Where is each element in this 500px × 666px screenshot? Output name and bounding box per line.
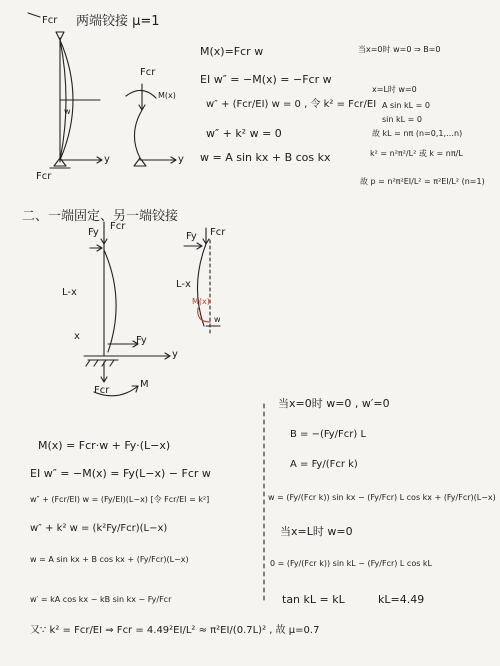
s2-fcr-right: Fcr: [210, 227, 226, 238]
s2-r2: B = −(Fy/Fcr) L: [290, 429, 367, 440]
s2-fy-top: Fy: [88, 227, 99, 238]
s1-r5: 故 kL = nπ (n=0,1,…n): [372, 129, 463, 138]
s1-eq3: w″ + (Fcr/EI) w = 0 , 令 k² = Fcr/EI: [206, 99, 377, 110]
s1-force-bottom-label: Fcr: [36, 171, 52, 182]
s2-eq5: w = A sin kx + B cos kx + (Fy/Fcr)(L−x): [30, 555, 189, 564]
fixed-support-hatch: [86, 360, 118, 366]
s1-moment-label: M(x): [158, 91, 176, 100]
s2-r8: kL=4.49: [378, 593, 425, 606]
s2-fcr-bottom: Fcr: [94, 385, 110, 396]
s2-fcr-top: Fcr: [110, 221, 126, 232]
s2-x-label: x: [74, 331, 80, 342]
s1-force-top-label: Fcr: [42, 15, 58, 26]
s2-lx-label-2: L-x: [176, 279, 191, 290]
s2-m-label: M: [140, 379, 149, 390]
s1-eq5: w = A sin kx + B cos kx: [200, 151, 331, 164]
s2-eq1: M(x) = Fcr·w + Fy·(L−x): [38, 439, 171, 452]
s1-r2: x=L时 w=0: [372, 85, 417, 94]
s2-title: 二、一端固定、另一端铰接: [22, 209, 179, 224]
s1-r1: 当x=0时 w=0 ⇒ B=0: [358, 45, 441, 54]
s2-r1: 当x=0时 w=0 , w′=0: [278, 397, 390, 410]
s2-eq3: w″ + (Fcr/EI) w = (Fy/EI)(L−x) [令 Fcr/EI = k²]: [30, 495, 210, 504]
s2-eq2: EI w″ = −M(x) = Fy(L−x) − Fcr w: [30, 467, 211, 480]
s2-r5: 当x=L时 w=0: [280, 525, 353, 538]
s2-r3: A = Fy/(Fcr k): [290, 459, 358, 470]
s1-w-label: w: [64, 107, 71, 116]
s2-lx-label: L-x: [62, 287, 77, 298]
s2-r4: w = (Fy/(Fcr k)) sin kx − (Fy/Fcr) L cos kx + (Fy/Fcr)(L−x): [268, 493, 496, 502]
s2-eq6: w′ = kA cos kx − kB sin kx − Fy/Fcr: [30, 595, 172, 604]
s2-m-red-label: M(x): [192, 297, 210, 306]
s1-eq1: M(x)=Fcr w: [200, 45, 264, 58]
s1-y-axis-label: y: [104, 154, 110, 165]
s2-r7: tan kL = kL: [282, 593, 345, 606]
s1-r7: 故 p = n²π²EI/L² = π²EI/L² (n=1): [360, 177, 485, 186]
s1-eq2: EI w″ = −M(x) = −Fcr w: [200, 73, 332, 86]
s2-fy-right: Fy: [186, 231, 197, 242]
s1-force-left-label: Fcr: [140, 67, 156, 78]
s2-w-label: w: [214, 315, 221, 324]
s1-r3: A sin kL = 0: [382, 101, 430, 110]
s2-fy-bottom: Fy: [136, 335, 147, 346]
s2-eq7: 又∵ k² = Fcr/EI ⇒ Fcr = 4.49²EI/L² ≈ π²EI/(0.7L)² , 故 μ=0.7: [30, 625, 320, 636]
top-pin-support: [56, 32, 64, 40]
corner-mark: [28, 13, 40, 17]
free-body2-curve: [197, 244, 206, 326]
moment-arc: [126, 90, 156, 98]
s2-eq4: w″ + k² w = (k²Fy/Fcr)(L−x): [30, 523, 168, 534]
s1-eq4: w″ + k² w = 0: [206, 127, 282, 140]
column2-buckled-curve: [104, 250, 116, 352]
s1-r6: k² = n²π²/L² 或 k = nπ/L: [370, 149, 463, 158]
s1-r4: sin kL = 0: [382, 115, 422, 124]
s2-r6: 0 = (Fy/(Fcr k)) sin kL − (Fy/Fcr) L cos kL: [270, 559, 433, 568]
s1-y-axis-label-2: y: [178, 154, 184, 165]
free-body-pin-support: [134, 158, 146, 166]
s1-title: 两端铰接 μ=1: [76, 14, 160, 29]
s2-y-label: y: [172, 349, 178, 360]
free-body-curve: [134, 110, 142, 158]
